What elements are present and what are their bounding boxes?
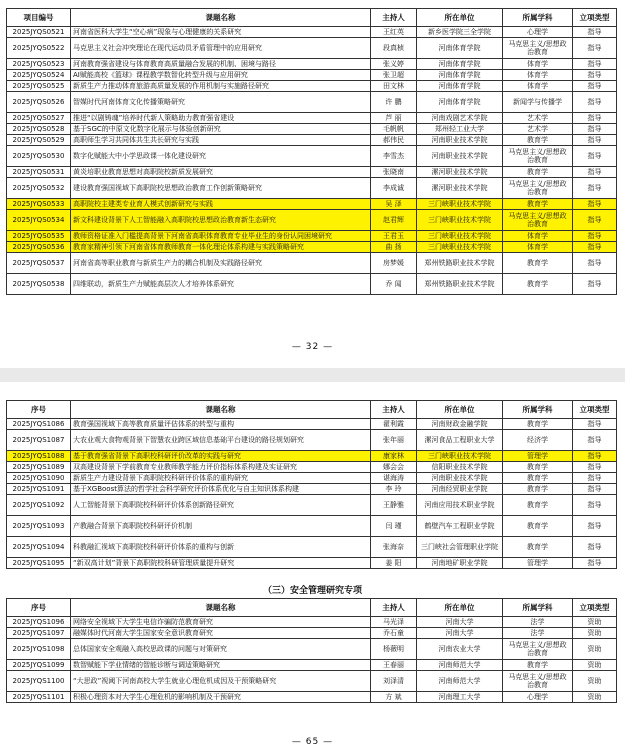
cell-subject: 马克思主义/思想政治教育 (503, 178, 573, 199)
table-row (7, 537, 617, 558)
header-id: 序号 (7, 599, 71, 617)
cell-host: 曲 扬 (371, 242, 417, 253)
table-row (7, 419, 617, 430)
cell-host: 闫 瑾 (371, 516, 417, 537)
cell-subject: 体育学 (503, 59, 573, 70)
cell-title: 数智赋能下学业情绪的智能诊断与调适策略研究 (71, 660, 371, 671)
cell-unit: 河南地矿职业学院 (417, 558, 503, 569)
cell-subject: 体育学 (503, 81, 573, 92)
header-host: 主持人 (371, 9, 417, 27)
cell-type: 指导 (573, 92, 617, 113)
cell-subject: 体育学 (503, 231, 573, 242)
cell-type: 指导 (573, 81, 617, 92)
cell-host: 田文林 (371, 81, 417, 92)
cell-type: 资助 (573, 639, 617, 660)
cell-subject: 马克思主义/思想政治教育 (503, 671, 573, 692)
table-row (7, 59, 617, 70)
cell-host: 方 斌 (371, 692, 417, 703)
cell-unit: 河南体育学院 (417, 38, 503, 59)
cell-subject: 体育学 (503, 242, 573, 253)
header-type: 立项类型 (573, 9, 617, 27)
cell-id: 2025JYQS0528 (7, 124, 71, 135)
cell-title: 大农业观大食物观背景下智慧农业跨区域信息基础平台建设的路径规划研究 (71, 430, 371, 451)
cell-title: 黄炎培职业教育思想对高职院校新质发展研究 (71, 167, 371, 178)
cell-host: 娜会会 (371, 462, 417, 473)
table-row (7, 671, 617, 692)
cell-host: 李成诚 (371, 178, 417, 199)
cell-title: 人工智能背景下高职院校科研评价体系创新路径研究 (71, 495, 371, 516)
cell-title: 总体国家安全观融入高校思政课的问题与对策研究 (71, 639, 371, 660)
cell-type: 指导 (573, 537, 617, 558)
cell-title: 网络安全视域下大学生电信诈骗防范教育研究 (71, 617, 371, 628)
cell-unit: 河南大学 (417, 628, 503, 639)
cell-subject: 教育学 (503, 473, 573, 484)
cell-host: 谌海涛 (371, 473, 417, 484)
cell-host: 房梦媛 (371, 253, 417, 274)
table-row (7, 146, 617, 167)
cell-title: 河南省高等职业教育与新质生产力的耦合机制及实践路径研究 (71, 253, 371, 274)
cell-unit: 河南师范大学 (417, 671, 503, 692)
cell-type: 指导 (573, 451, 617, 462)
cell-type: 指导 (573, 70, 617, 81)
cell-subject: 教育学 (503, 253, 573, 274)
cell-type: 指导 (573, 558, 617, 569)
cell-id: 2025JYQS1088 (7, 451, 71, 462)
cell-host: 张晓南 (371, 167, 417, 178)
cell-host: 杨薇明 (371, 639, 417, 660)
cell-id: 2025JYQS0529 (7, 135, 71, 146)
cell-host: 张义婷 (371, 59, 417, 70)
cell-id: 2025JYQS1098 (7, 639, 71, 660)
table-row (7, 231, 617, 242)
header-type: 立项类型 (573, 599, 617, 617)
document-page-65 (0, 382, 625, 753)
table-row (7, 210, 617, 231)
cell-id: 2025JYQS1092 (7, 495, 71, 516)
cell-subject: 教育学 (503, 419, 573, 430)
cell-subject: 教育学 (503, 484, 573, 495)
cell-title: 融媒体时代河南大学生国家安全意识教育研究 (71, 628, 371, 639)
table-row (7, 660, 617, 671)
cell-id: 2025JYQS0530 (7, 146, 71, 167)
cell-unit: 鹤壁汽车工程职业学院 (417, 516, 503, 537)
cell-subject: 马克思主义/思想政治教育 (503, 38, 573, 59)
cell-id: 2025JYQS0521 (7, 27, 71, 38)
cell-subject: 教育学 (503, 462, 573, 473)
cell-subject: 教育学 (503, 274, 573, 295)
cell-title: 产教融合背景下高职院校科研评价机制 (71, 516, 371, 537)
cell-subject: 教育学 (503, 495, 573, 516)
cell-id: 2025JYQS1086 (7, 419, 71, 430)
cell-id: 2025JYQS1093 (7, 516, 71, 537)
header-type: 立项类型 (573, 401, 617, 419)
cell-title: 基于XGBoost算法的哲学社会科学研究评价体系优化与自主知识体系构建 (71, 484, 371, 495)
table-row (7, 199, 617, 210)
cell-host: 张卫超 (371, 70, 417, 81)
table-row (7, 38, 617, 59)
cell-unit: 漯河职业技术学院 (417, 178, 503, 199)
cell-host: 赵君辉 (371, 210, 417, 231)
cell-title: AI赋能高校《篮球》课程教学数智化转型升级与应用研究 (71, 70, 371, 81)
cell-id: 2025JYQS1089 (7, 462, 71, 473)
section-title: （三）安全管理研究专项 (262, 586, 362, 596)
header-id: 序号 (7, 401, 71, 419)
cell-unit: 河南体育学院 (417, 81, 503, 92)
cell-id: 2025JYQS0526 (7, 92, 71, 113)
cell-title: 新文科建设背景下人工智能融入高职院校思想政治教育新生态研究 (71, 210, 371, 231)
cell-host: 乔石童 (371, 628, 417, 639)
cell-subject: 教育学 (503, 167, 573, 178)
cell-subject: 教育学 (503, 199, 573, 210)
table-row (7, 27, 617, 38)
cell-type: 指导 (573, 274, 617, 295)
cell-id: 2025JYQS0535 (7, 231, 71, 242)
project-table-page-65 (6, 400, 617, 569)
cell-title: 数字化赋能大中小学思政课一体化建设研究 (71, 146, 371, 167)
header-subject: 所属学科 (503, 401, 573, 419)
cell-subject: 法学 (503, 628, 573, 639)
cell-unit: 河南大学 (417, 617, 503, 628)
cell-title: 高职师生学习共同体共生共长研究与实践 (71, 135, 371, 146)
cell-id: 2025JYQS1090 (7, 473, 71, 484)
table-row (7, 484, 617, 495)
document-page-32 (0, 0, 625, 368)
cell-subject: 心理学 (503, 27, 573, 38)
cell-title: 建设教育强国视域下高职院校思想政治教育工作创新策略研究 (71, 178, 371, 199)
cell-id: 2025JYQS1087 (7, 430, 71, 451)
cell-unit: 河南戏剧艺术学院 (417, 113, 503, 124)
cell-title: 教育强国视域下高等教育质量评估体系的转型与重构 (71, 419, 371, 430)
header-title: 课题名称 (71, 599, 371, 617)
cell-host: 郝伟民 (371, 135, 417, 146)
cell-id: 2025JYQS0525 (7, 81, 71, 92)
cell-unit: 三门峡职业技术学院 (417, 199, 503, 210)
cell-unit: 郑州轻工业大学 (417, 124, 503, 135)
project-table-page-32 (6, 8, 617, 295)
cell-host: 王君玉 (371, 231, 417, 242)
cell-id: 2025JYQS0536 (7, 242, 71, 253)
table-row (7, 430, 617, 451)
cell-unit: 河南师范大学 (417, 660, 503, 671)
cell-id: 2025JYQS1097 (7, 628, 71, 639)
cell-type: 指导 (573, 146, 617, 167)
cell-subject: 马克思主义/思想政治教育 (503, 210, 573, 231)
cell-host: 芦 丽 (371, 113, 417, 124)
cell-subject: 马克思主义/思想政治教育 (503, 639, 573, 660)
cell-host: 翟利霞 (371, 419, 417, 430)
cell-unit: 郑州铁路职业技术学院 (417, 253, 503, 274)
table-header-row (7, 9, 617, 27)
table-row (7, 178, 617, 199)
table-row (7, 451, 617, 462)
cell-subject: 马克思主义/思想政治教育 (503, 146, 573, 167)
cell-type: 资助 (573, 628, 617, 639)
cell-type: 指导 (573, 210, 617, 231)
cell-host: 刘泽清 (371, 671, 417, 692)
header-unit: 所在单位 (417, 9, 503, 27)
cell-subject: 新闻学与传播学 (503, 92, 573, 113)
cell-title: 四维联动，新质生产力赋能高层次人才培养体系研究 (71, 274, 371, 295)
cell-type: 指导 (573, 124, 617, 135)
table-row (7, 70, 617, 81)
cell-subject: 艺术学 (503, 124, 573, 135)
table-header-row (7, 401, 617, 419)
cell-title: 基于教育强省背景下高职校科研评价改革的实践与研究 (71, 451, 371, 462)
cell-id: 2025JYQS0537 (7, 253, 71, 274)
table-row (7, 692, 617, 703)
cell-type: 指导 (573, 167, 617, 178)
cell-subject: 教育学 (503, 660, 573, 671)
cell-type: 指导 (573, 419, 617, 430)
cell-subject: 体育学 (503, 70, 573, 81)
cell-type: 资助 (573, 671, 617, 692)
header-title: 课题名称 (71, 9, 371, 27)
cell-type: 资助 (573, 660, 617, 671)
cell-host: 李雪杰 (371, 146, 417, 167)
cell-id: 2025JYQS0534 (7, 210, 71, 231)
cell-type: 指导 (573, 199, 617, 210)
cell-title: 高职院校主建类专业育人模式创新研究与实践 (71, 199, 371, 210)
cell-type: 指导 (573, 135, 617, 146)
cell-subject: 经济学 (503, 430, 573, 451)
table-row (7, 639, 617, 660)
table-row (7, 135, 617, 146)
table-row (7, 558, 617, 569)
cell-host: 许 鹏 (371, 92, 417, 113)
table-row (7, 628, 617, 639)
cell-type: 指导 (573, 430, 617, 451)
cell-host: 王红英 (371, 27, 417, 38)
safety-project-table (6, 598, 617, 703)
cell-title: 新质生产力推动体育旅游高质量发展的作用机制与实施路径研究 (71, 81, 371, 92)
cell-subject: 艺术学 (503, 113, 573, 124)
header-host: 主持人 (371, 401, 417, 419)
cell-id: 2025JYQS1100 (7, 671, 71, 692)
cell-host: 李 玲 (371, 484, 417, 495)
cell-unit: 三门峡职业技术学院 (417, 231, 503, 242)
cell-title: 河南教育强省建设与体育教育高质量融合发展的机制、困境与路径 (71, 59, 371, 70)
cell-unit: 河南理工大学 (417, 692, 503, 703)
cell-type: 指导 (573, 516, 617, 537)
cell-title: 马克思主义社会冲突理论在现代运动员矛盾管理中的应用研究 (71, 38, 371, 59)
page-number: — 32 — (291, 342, 334, 352)
cell-title: 积极心理资本对大学生心理危机的影响机制及干预研究 (71, 692, 371, 703)
cell-id: 2025JYQS0533 (7, 199, 71, 210)
page-divider (0, 368, 625, 382)
cell-host: 王春丽 (371, 660, 417, 671)
cell-unit: 河南职业技术学院 (417, 473, 503, 484)
cell-title: 河南省医科大学生“空心病”现象与心理健康的关系研究 (71, 27, 371, 38)
cell-title: 科教融汇视域下高职院校科研评价体系的重构与创新 (71, 537, 371, 558)
table-body (7, 27, 617, 295)
table-row (7, 124, 617, 135)
table-row (7, 167, 617, 178)
cell-unit: 郑州铁路职业技术学院 (417, 274, 503, 295)
cell-id: 2025JYQS1101 (7, 692, 71, 703)
cell-type: 指导 (573, 242, 617, 253)
cell-title: 教育家精神引领下河南省体育教师教育一体化理论体系构建与实践策略研究 (71, 242, 371, 253)
table-row (7, 242, 617, 253)
cell-unit: 河南应用技术职业学院 (417, 495, 503, 516)
cell-host: 王静雅 (371, 495, 417, 516)
cell-type: 指导 (573, 473, 617, 484)
cell-id: 2025JYQS1094 (7, 537, 71, 558)
cell-host: 张海奈 (371, 537, 417, 558)
cell-type: 指导 (573, 113, 617, 124)
cell-id: 2025JYQS1091 (7, 484, 71, 495)
cell-type: 资助 (573, 617, 617, 628)
cell-title: 基于SGC的中原文化数字化展示与体验创新研究 (71, 124, 371, 135)
header-unit: 所在单位 (417, 599, 503, 617)
cell-host: 张年丽 (371, 430, 417, 451)
cell-type: 指导 (573, 495, 617, 516)
cell-subject: 教育学 (503, 135, 573, 146)
table-row (7, 495, 617, 516)
cell-title: 推进“以剧铸魂”培养时代新人策略助力教育强省建设 (71, 113, 371, 124)
cell-host: 毛帆帆 (371, 124, 417, 135)
cell-subject: 管理学 (503, 558, 573, 569)
cell-type: 指导 (573, 59, 617, 70)
cell-subject: 教育学 (503, 516, 573, 537)
cell-type: 指导 (573, 178, 617, 199)
table-body (7, 617, 617, 703)
cell-id: 2025JYQS1096 (7, 617, 71, 628)
table-row (7, 92, 617, 113)
table-row (7, 253, 617, 274)
table-row (7, 516, 617, 537)
cell-host: 马光泽 (371, 617, 417, 628)
cell-host: 康家林 (371, 451, 417, 462)
cell-type: 指导 (573, 253, 617, 274)
table-header-row (7, 599, 617, 617)
header-title: 课题名称 (71, 401, 371, 419)
cell-unit: 漯河食品工程职业大学 (417, 430, 503, 451)
table-row (7, 617, 617, 628)
cell-id: 2025JYQS0522 (7, 38, 71, 59)
cell-id: 2025JYQS0538 (7, 274, 71, 295)
cell-title: 智媒时代河南体育文化传播策略研究 (71, 92, 371, 113)
cell-unit: 河南体育学院 (417, 70, 503, 81)
cell-host: 乔 闻 (371, 274, 417, 295)
cell-id: 2025JYQS0532 (7, 178, 71, 199)
header-host: 主持人 (371, 599, 417, 617)
table-row (7, 462, 617, 473)
header-id: 项目编号 (7, 9, 71, 27)
cell-id: 2025JYQS0531 (7, 167, 71, 178)
cell-id: 2025JYQS0527 (7, 113, 71, 124)
cell-unit: 河南职业技术学院 (417, 146, 503, 167)
cell-unit: 三门峡社会管理职业学院 (417, 537, 503, 558)
cell-id: 2025JYQS0524 (7, 70, 71, 81)
cell-id: 2025JYQS1099 (7, 660, 71, 671)
cell-unit: 河南经贸职业学院 (417, 484, 503, 495)
cell-id: 2025JYQS1095 (7, 558, 71, 569)
cell-unit: 河南体育学院 (417, 92, 503, 113)
cell-host: 吴 泽 (371, 199, 417, 210)
cell-title: 双高建设背景下学前教育专业教师教学能力评价指标体系构建及实证研究 (71, 462, 371, 473)
cell-unit: 三门峡职业技术学院 (417, 210, 503, 231)
cell-unit: 河南职业技术学院 (417, 135, 503, 146)
table-row (7, 473, 617, 484)
header-subject: 所属学科 (503, 9, 573, 27)
cell-host: 段真桢 (371, 38, 417, 59)
cell-type: 指导 (573, 27, 617, 38)
cell-subject: 心理学 (503, 692, 573, 703)
cell-subject: 管理学 (503, 451, 573, 462)
cell-host: 姜 阳 (371, 558, 417, 569)
cell-type: 指导 (573, 462, 617, 473)
cell-title: “新双高计划”背景下高职院校科研管理质量提升研究 (71, 558, 371, 569)
cell-type: 指导 (573, 484, 617, 495)
header-unit: 所在单位 (417, 401, 503, 419)
table-row (7, 81, 617, 92)
cell-unit: 河南财政金融学院 (417, 419, 503, 430)
cell-unit: 三门峡职业技术学院 (417, 242, 503, 253)
cell-type: 指导 (573, 231, 617, 242)
cell-unit: 三门峡职业技术学院 (417, 451, 503, 462)
cell-title: 教师资格证准入门槛提高背景下河南省高职体育教育专业毕业生的身份认同困境研究 (71, 231, 371, 242)
header-subject: 所属学科 (503, 599, 573, 617)
cell-subject: 法学 (503, 617, 573, 628)
cell-unit: 信阳职业技术学院 (417, 462, 503, 473)
cell-unit: 河南体育学院 (417, 59, 503, 70)
cell-unit: 漯河职业技术学院 (417, 167, 503, 178)
table-row (7, 113, 617, 124)
cell-type: 指导 (573, 38, 617, 59)
page-number: — 65 — (291, 737, 334, 747)
cell-id: 2025JYQS0523 (7, 59, 71, 70)
cell-unit: 新乡医学院三全学院 (417, 27, 503, 38)
cell-title: 新质生产力建设背景下高职院校科研评价体系的重构研究 (71, 473, 371, 484)
cell-title: “大思政”视阈下河南高校大学生就业心理危机成因及干预策略研究 (71, 671, 371, 692)
cell-type: 资助 (573, 692, 617, 703)
cell-unit: 河南农业大学 (417, 639, 503, 660)
cell-subject: 教育学 (503, 537, 573, 558)
table-body (7, 419, 617, 569)
table-row (7, 274, 617, 295)
